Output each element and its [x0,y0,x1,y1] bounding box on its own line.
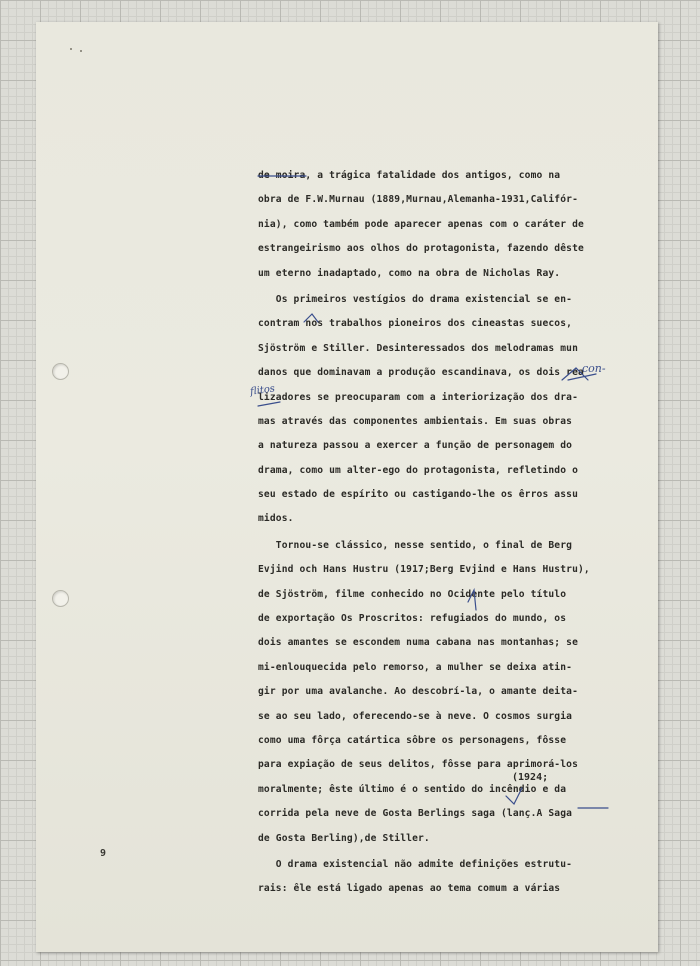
text-line: seu estado de espírito ou castigando-lhe os êrros assu [258,489,578,501]
text-line: um eterno inadaptado, como na obra de Nicholas Ray. [258,267,561,279]
text-line: como uma fôrça catártica sôbre os personagens, fôsse [258,734,567,746]
text-line: mi-enlouquecida pelo remorso, a mulher se deixa atin- [258,661,573,673]
text-line: Os primeiros vestígios do drama existencial se en- [258,293,573,305]
page-number: 9 [100,848,107,859]
typed-insertion: (1924; [512,772,549,783]
handwritten-margin-note: flitos [249,383,276,398]
punch-hole-lower [52,590,69,607]
text-line: dois amantes se escondem numa cabana nas montanhas; se [258,637,578,649]
punch-hole-upper [52,363,69,380]
text-line: obra de F.W.Murnau (1889,Murnau,Alemanha-1931,Califór- [258,194,578,206]
text-line: lizadores se preocuparam com a interiorização dos dra- [258,391,578,403]
text-line: contram nos trabalhos pioneiros dos cineastas suecos, [258,318,573,330]
text-line: a natureza passou a exercer a função de personagem do [258,440,573,452]
text-line: Evjind och Hans Hustru (1917;Berg Evjind e Hans Hustru), [258,564,590,576]
text-line: corrida pela neve de Gosta Berlings saga (lanç.A Saga [258,808,573,820]
text-line: mas através das componentes ambientais. Em suas obras [258,415,573,427]
text-line: rais: êle está ligado apenas ao tema comum a várias [258,883,561,895]
text-line: de moira, a trágica fatalidade dos antigos, como na [258,170,561,181]
paper-speck [80,50,82,52]
typed-text [258,164,618,902]
text-line: O drama existencial não admite definições estrutu- [258,858,573,870]
text-line: danos que dominavam a produção escandinava, os dois rea [258,367,584,379]
text-line: Sjöström e Stiller. Desinteressados dos melodramas mun [258,342,578,354]
text-line: midos. [258,513,294,525]
text-line: de exportação Os Proscritos: refugiados do mundo, os [258,613,567,625]
text-line: estrangeirismo aos olhos do protagonista, fazendo dêste [258,243,584,255]
text-line: Tornou-se clássico, nesse sentido, o final de Berg [258,539,573,551]
text-line: de Gosta Berling),de Stiller. [258,832,430,844]
handwritten-insertion: con- [582,362,606,375]
typed-sheet [36,22,658,952]
text-line: de Sjöström, filme conhecido no Ocidente pelo título [258,588,567,600]
paper-speck [70,48,72,50]
text-line: moralmente; êste último é o sentido do incêndio e da [258,783,567,795]
text-line: se ao seu lado, oferecendo-se à neve. O cosmos surgia [258,710,573,722]
text-line: gir por uma avalanche. Ao descobrí-la, o amante deita- [258,686,578,698]
text-line: drama, como um alter-ego do protagonista, refletindo o [258,464,578,476]
text-line: para expiação de seus delitos, fôsse para aprimorá-los [258,759,578,771]
text-line: nia), como também pode aparecer apenas com o caráter de [258,218,584,230]
